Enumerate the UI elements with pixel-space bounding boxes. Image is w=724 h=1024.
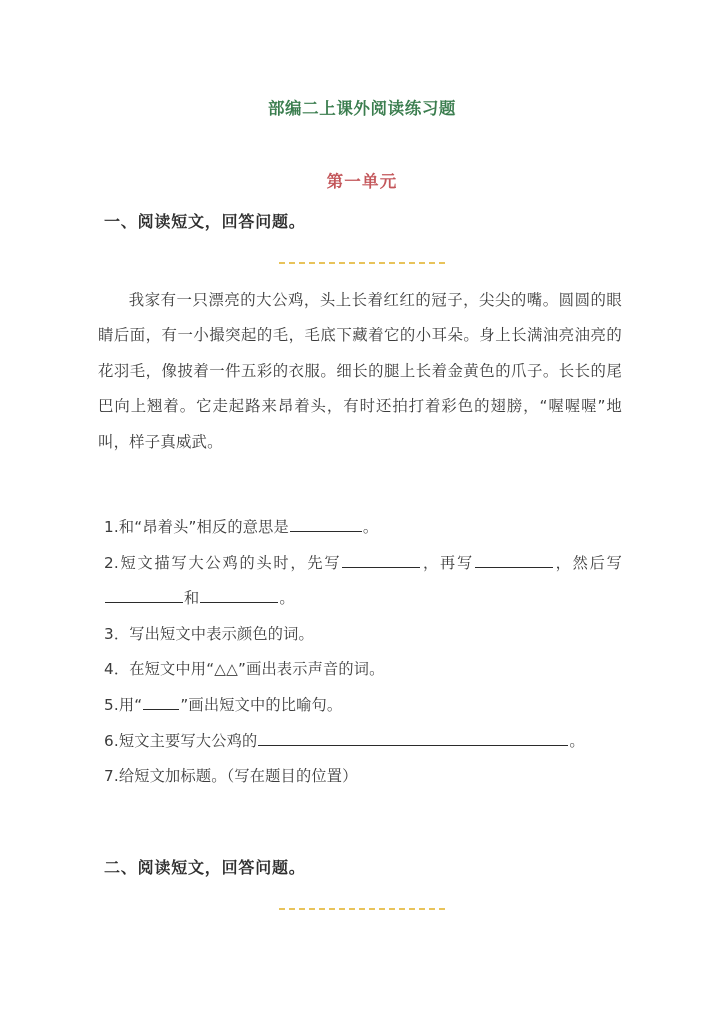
question-1 (104, 510, 622, 546)
question-2 (104, 546, 622, 617)
question-4: 4．在短文中用“△△”画出表示声音的词。 (104, 660, 385, 679)
answer-blank-1[interactable] (290, 516, 362, 532)
question-6-text-b: 。 (569, 731, 585, 750)
divider-line (279, 908, 445, 910)
question-1-text-a: 1.和“昂着头”相反的意思是 (104, 518, 289, 536)
question-2-text-c: ，然后写 (554, 553, 622, 572)
reading-passage-one (98, 283, 622, 460)
answer-blank-2d[interactable] (200, 587, 278, 603)
question-list-one (104, 510, 622, 795)
question-7: 7.给短文加标题。（写在题目的位置） (104, 767, 358, 786)
answer-blank-2c[interactable] (105, 587, 183, 603)
question-2-text-e: 。 (279, 589, 295, 608)
question-2-text-b: ，再写 (421, 553, 475, 572)
question-6 (104, 724, 622, 760)
unit-heading: 第一单元 (326, 172, 398, 191)
question-2-text-d: 和 (184, 589, 200, 608)
answer-blank-6[interactable] (258, 729, 568, 745)
answer-blank-5[interactable] (143, 694, 179, 710)
question-5 (104, 688, 622, 724)
answer-blank-2a[interactable] (342, 551, 420, 567)
question-5-text-a: 5.用“ (104, 695, 143, 714)
decorative-divider-bottom (0, 904, 724, 914)
passage-text: 我家有一只漂亮的大公鸡，头上长着红红的冠子，尖尖的嘴。圆圆的眼睛后面，有一小撮突起的毛，毛底下藏着它的小耳朵。身上长满油亮油亮的花羽毛，像披着一件五彩的衣服。细长的腿上长着金黄色的爪子。长长的尾巴向上翘着。它走起路来昂着头，有时还拍打着彩色的翅膀，“喔喔喔”地叫，样子真威武。 (98, 291, 622, 451)
question-6-text-a: 6.短文主要写大公鸡的 (104, 731, 258, 750)
question-3: 3．写出短文中表示颜色的词。 (104, 624, 314, 643)
question-2-text-a: 2.短文描写大公鸡的头时，先写 (104, 553, 342, 572)
decorative-divider-top (0, 258, 724, 268)
section-heading-one: 一、阅读短文，回答问题。 (104, 212, 306, 231)
question-5-text-b: ”画出短文中的比喻句。 (180, 695, 343, 714)
divider-line (279, 262, 445, 264)
question-1-text-b: 。 (362, 518, 379, 536)
page-title: 部编二上课外阅读练习题 (267, 99, 457, 118)
answer-blank-2b[interactable] (475, 551, 553, 567)
section-heading-two: 二、阅读短文，回答问题。 (104, 858, 306, 877)
